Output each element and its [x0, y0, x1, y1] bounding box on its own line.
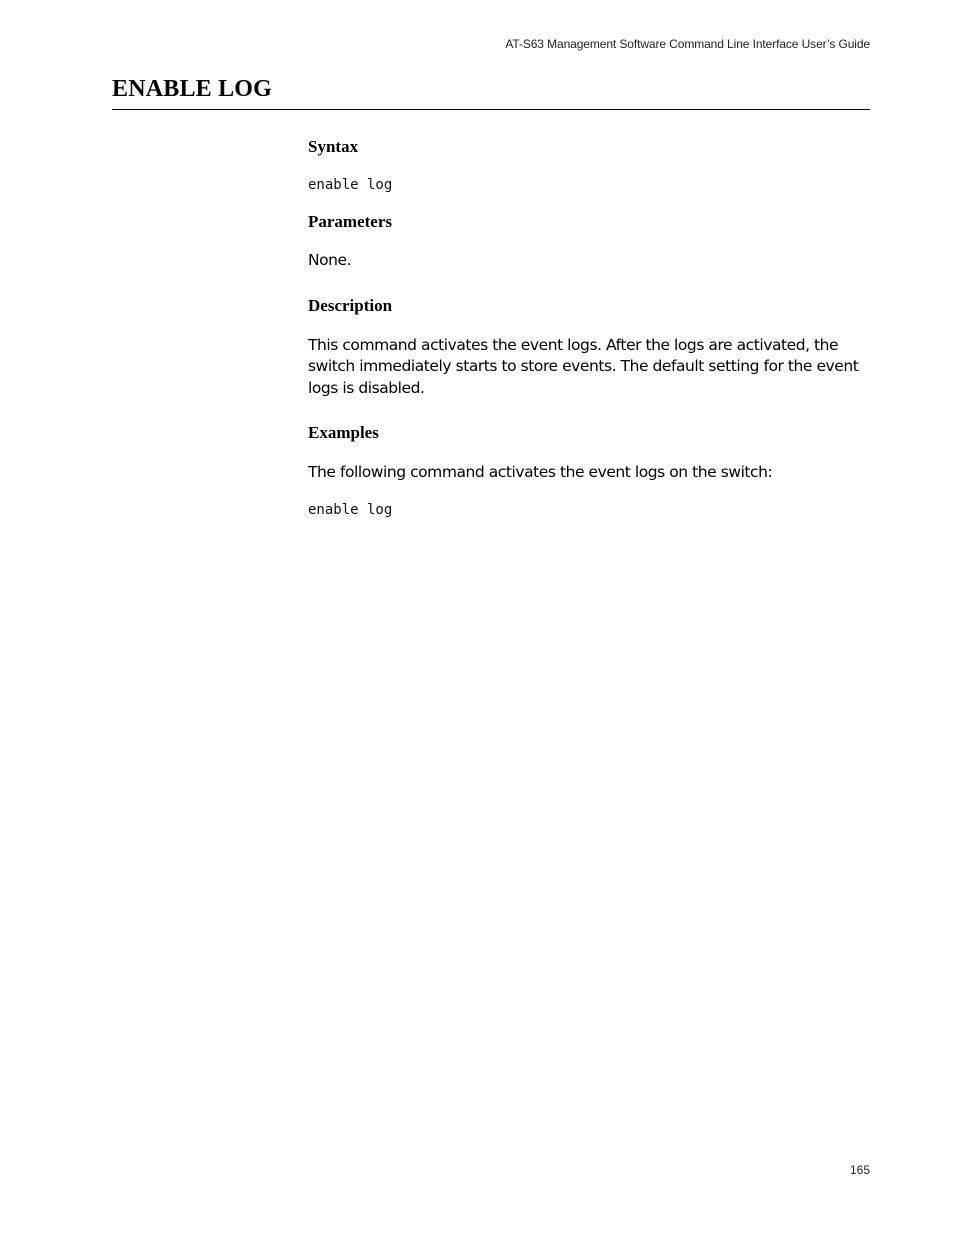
- title-divider: [112, 109, 870, 110]
- description-section: [308, 294, 870, 400]
- example-code: enable log: [308, 501, 393, 518]
- description-text: This command activates the event logs. After the logs are activated, the switch immediately starts to store events. The default setting for the event logs is disabled.: [308, 335, 859, 397]
- syntax-code: enable log: [308, 177, 393, 193]
- examples-text: The following command activates the event logs on the switch:: [308, 463, 773, 481]
- running-header: AT-S63 Management Software Command Line Interface User’s Guide: [505, 37, 870, 51]
- syntax-section: [308, 135, 870, 195]
- examples-section: [308, 421, 870, 520]
- page-number: 165: [849, 1163, 870, 1177]
- command-reference-body: [308, 135, 870, 520]
- syntax-heading: Syntax: [308, 137, 359, 156]
- parameters-section: [308, 210, 870, 272]
- examples-heading: Examples: [308, 423, 379, 442]
- page-title: ENABLE LOG: [112, 76, 273, 102]
- parameters-heading: Parameters: [308, 212, 393, 231]
- parameters-text: None.: [308, 251, 352, 269]
- description-heading: Description: [308, 295, 393, 315]
